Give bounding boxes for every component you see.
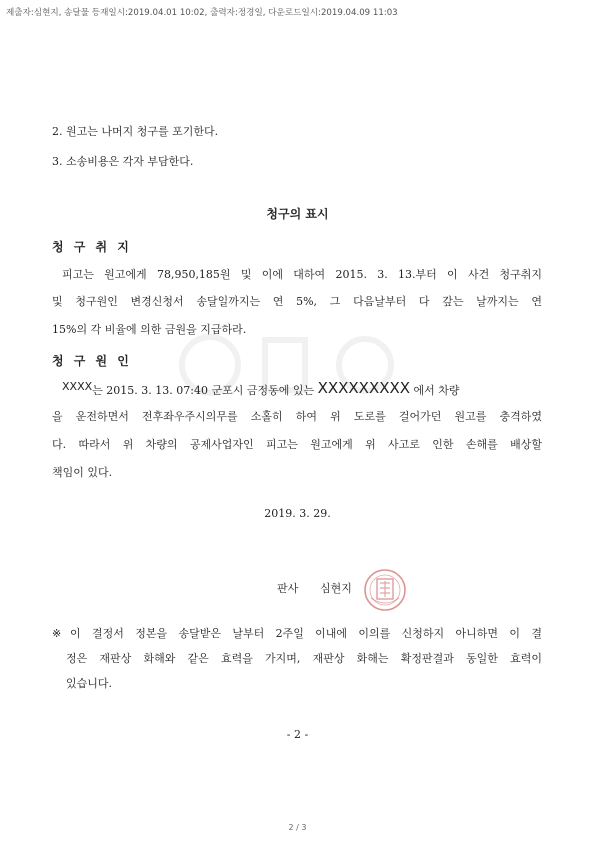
claim-display-title: 청구의 표시	[266, 207, 329, 221]
claim-cause-line-2: 을 운전하면서 전후좌우주시의무를 소홀히 하여 위 도로를 걸어가던 원고를 충격하였	[52, 410, 542, 423]
claim-purpose-heading: 청 구 취 지	[52, 240, 132, 254]
claim-purpose-line-1: 피고는 원고에게 78,950,185원 및 이에 대하여 2015. 3. 13.부터 이 사건 청구취지	[62, 268, 542, 281]
seal-graphic	[363, 568, 407, 612]
redacted-name: XXXX	[62, 380, 93, 393]
claim-cause-line-4: 책임이 있다.	[52, 466, 113, 479]
order-item-3: 3. 소송비용은 각자 부담한다.	[52, 155, 194, 168]
court-watermark	[170, 330, 410, 415]
claim-cause-line-1-a: 는 2015. 3. 13. 07:40 군포시 금정동에 있는	[92, 384, 318, 397]
notice-mark: ※	[52, 627, 62, 640]
redacted-place: XXXXXXXXX	[317, 379, 411, 397]
claim-cause-heading: 청 구 원 인	[52, 354, 132, 368]
claim-cause-line-1-b: 에서 차량	[410, 384, 460, 397]
decision-date: 2019. 3. 29.	[264, 507, 331, 520]
page-number: - 2 -	[286, 728, 309, 741]
notice-line-1: 이 결정서 정본을 송달받은 날부터 2주일 이내에 이의를 신청하지 아니하면 이 결	[70, 627, 542, 640]
judge-title: 판사	[277, 582, 299, 595]
claim-purpose-line-3: 15%의 각 비율에 의한 금원을 지급하라.	[52, 323, 247, 336]
claim-cause-line-3: 다. 따라서 위 차량의 공제사업자인 피고는 원고에게 위 사고로 인한 손해를 배상할	[52, 438, 542, 451]
judge-name: 심현지	[320, 582, 352, 595]
order-item-2: 2. 원고는 나머지 청구를 포기한다.	[52, 125, 219, 138]
judge-seal-stamp	[363, 568, 407, 612]
page-footer: 2 / 3	[288, 823, 307, 832]
claim-purpose-line-2: 및 청구원인 변경신청서 송달일까지는 연 5%, 그 다음날부터 다 갚는 날까지는 연	[52, 295, 542, 308]
notice-line-2: 정은 재판상 화해와 같은 효력을 가지며, 재판상 화해는 확정판결과 동일한 효력이	[66, 652, 542, 665]
claim-cause-line-1	[62, 379, 542, 398]
document-header: 제출자:심현지, 송달물 등재일시:2019.04.01 10:02, 출력자:정경일, 다운로드일시:2019.04.09 11:03	[6, 8, 398, 18]
notice-line-3: 있습니다.	[66, 677, 113, 690]
